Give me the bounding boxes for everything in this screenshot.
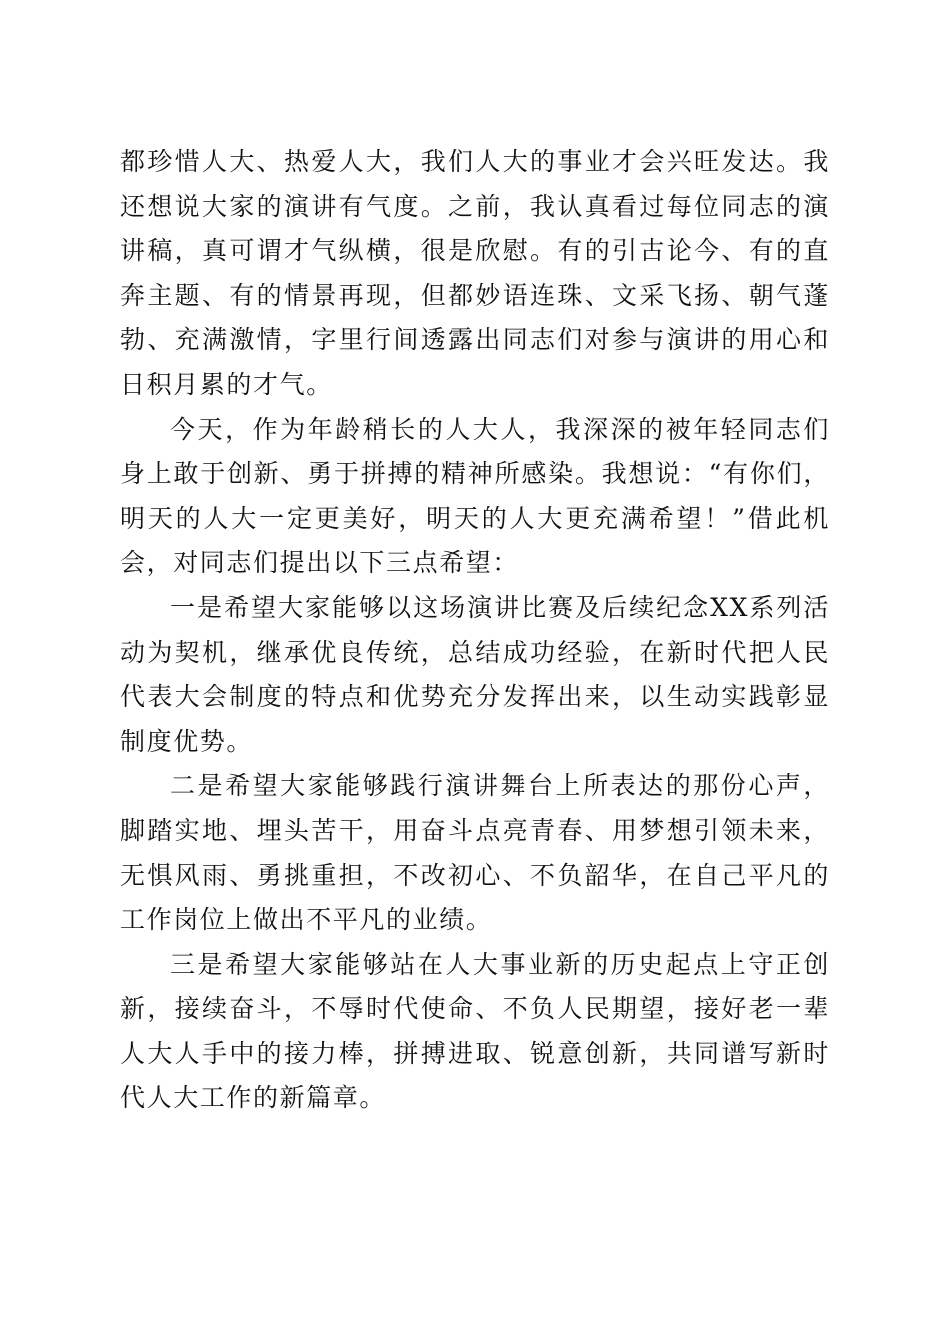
paragraph-hope-two: 二是希望大家能够践行演讲舞台上所表达的那份心声，脚踏实地、埋头苦干，用奋斗点亮青春、用梦想引领未来，无惧风雨、勇挑重担，不改初心、不负韶华，在自己平凡的工作岗位上做出不平凡的业绩。 (120, 771, 830, 935)
paragraph-hope-one: 一是希望大家能够以这场演讲比赛及后续纪念XX系列活动为契机，继承优良传统，总结成功经验，在新时代把人民代表大会制度的特点和优势充分发挥出来，以生动实践彰显制度优势。 (120, 592, 830, 756)
paragraph-hope-three: 三是希望大家能够站在人大事业新的历史起点上守正创新，接续奋斗，不辱时代使命、不负人民期望，接好老一辈人大人手中的接力棒，拼搏进取、锐意创新，共同谱写新时代人大工作的新篇章。 (120, 949, 830, 1113)
paragraph-today: 今天，作为年龄稍长的人大人，我深深的被年轻同志们身上敢于创新、勇于拼搏的精神所感染。我想说：“有你们，明天的人大一定更美好，明天的人大更充满希望！”借此机会，对同志们提出以下三点希望： (120, 414, 830, 578)
paragraph-continuation: 都珍惜人大、热爱人大，我们人大的事业才会兴旺发达。我还想说大家的演讲有气度。之前，我认真看过每位同志的演讲稿，真可谓才气纵横，很是欣慰。有的引古论今、有的直奔主题、有的情景再现，但都妙语连珠、文采飞扬、朝气蓬勃、充满激情，字里行间透露出同志们对参与演讲的用心和日积月累的才气。 (120, 147, 830, 399)
document-body (120, 140, 830, 1121)
